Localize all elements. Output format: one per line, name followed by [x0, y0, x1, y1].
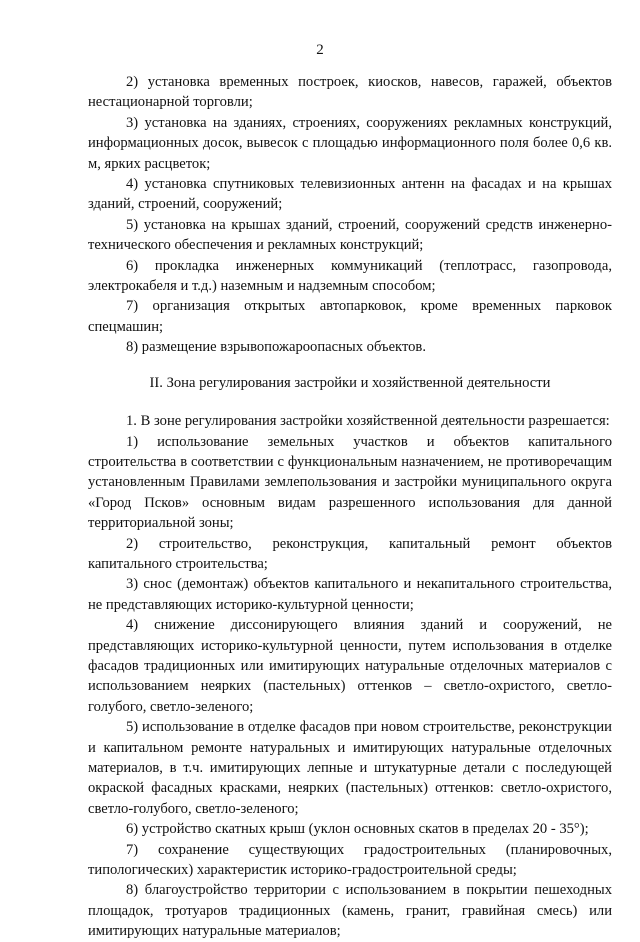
- page-number: 2: [316, 42, 324, 58]
- list-item: 2) строительство, реконструкция, капитальный ремонт объектов капитального строительства;: [88, 535, 612, 572]
- document-body: [88, 72, 612, 942]
- list-item: 2) установка временных построек, киосков, навесов, гаражей, объектов нестационарной торговли;: [88, 74, 612, 111]
- list-item: 7) организация открытых автопарковок, кроме временных парковок спецмашин;: [88, 298, 612, 335]
- section-intro: 1. В зоне регулирования застройки хозяйственной деятельности разрешается:: [126, 413, 610, 430]
- section-heading: II. Зона регулирования застройки и хозяйственной деятельности: [149, 374, 551, 391]
- list-item: 5) установка на крышах зданий, строений, сооружений средств инженерно-технического обеспечения и рекламных конструкций;: [88, 216, 612, 254]
- list-item: 4) установка спутниковых телевизионных антенн на фасадах и на крышах зданий, строений, сооружений;: [88, 176, 612, 213]
- list-item: 3) снос (демонтаж) объектов капитального и некапитального строительства, не представляющих историко-культурной ценности;: [88, 576, 612, 613]
- list-item: 5) использование в отделке фасадов при новом строительстве, реконструкции и капитальном ремонте натуральных и имитирующих натуральные отделочных материалов, в т.ч. имитирующих лепные и штукатурные детали с последующей окраской фасадных красками, неярких (пастельных) оттенков: светло-охристого, светло-голубого, светло-зеленого;: [88, 719, 612, 817]
- list-item: 8) размещение взрывопожароопасных объектов.: [126, 339, 426, 356]
- list-item: 6) прокладка инженерных коммуникаций (теплотрасс, газопровода, электрокабеля и т.д.) наземным и надземным способом;: [88, 257, 612, 295]
- list-item: 6) устройство скатных крыш (уклон основных скатов в пределах 20 - 35°);: [126, 821, 589, 838]
- list-item: 1) использование земельных участков и объектов капитального строительства в соответствии с функциональным назначением, не противоречащим установленным Правилами землепользования и застройки муниципального округа «Город Псков» основным видам разрешенного использования для данной территориальной зоны;: [88, 433, 612, 532]
- list-item: 8) благоустройство территории с использованием в покрытии пешеходных площадок, тротуаров традиционных (камень, гранит, гравийная смесь) или имитирующих натуральные материалов;: [88, 882, 612, 940]
- list-item: 4) снижение диссонирующего влияния зданий и сооружений, не представляющих историко-культурной ценности, путем использования в отделке фасадов традиционных или имитирующих натуральные отделочных материалов с использованием неярких (пастельных) оттенков – светло-охристого, светло-голубого, светло-зеленого;: [88, 617, 612, 715]
- list-item: 3) установка на зданиях, строениях, сооружениях рекламных конструкций, информационных досок, вывесок с площадью информационного поля более 0,6 кв. м, ярких расцветок;: [88, 114, 612, 172]
- list-item: 7) сохранение существующих градостроительных (планировочных, типологических) характеристик историко-градостроительной среды;: [88, 841, 612, 879]
